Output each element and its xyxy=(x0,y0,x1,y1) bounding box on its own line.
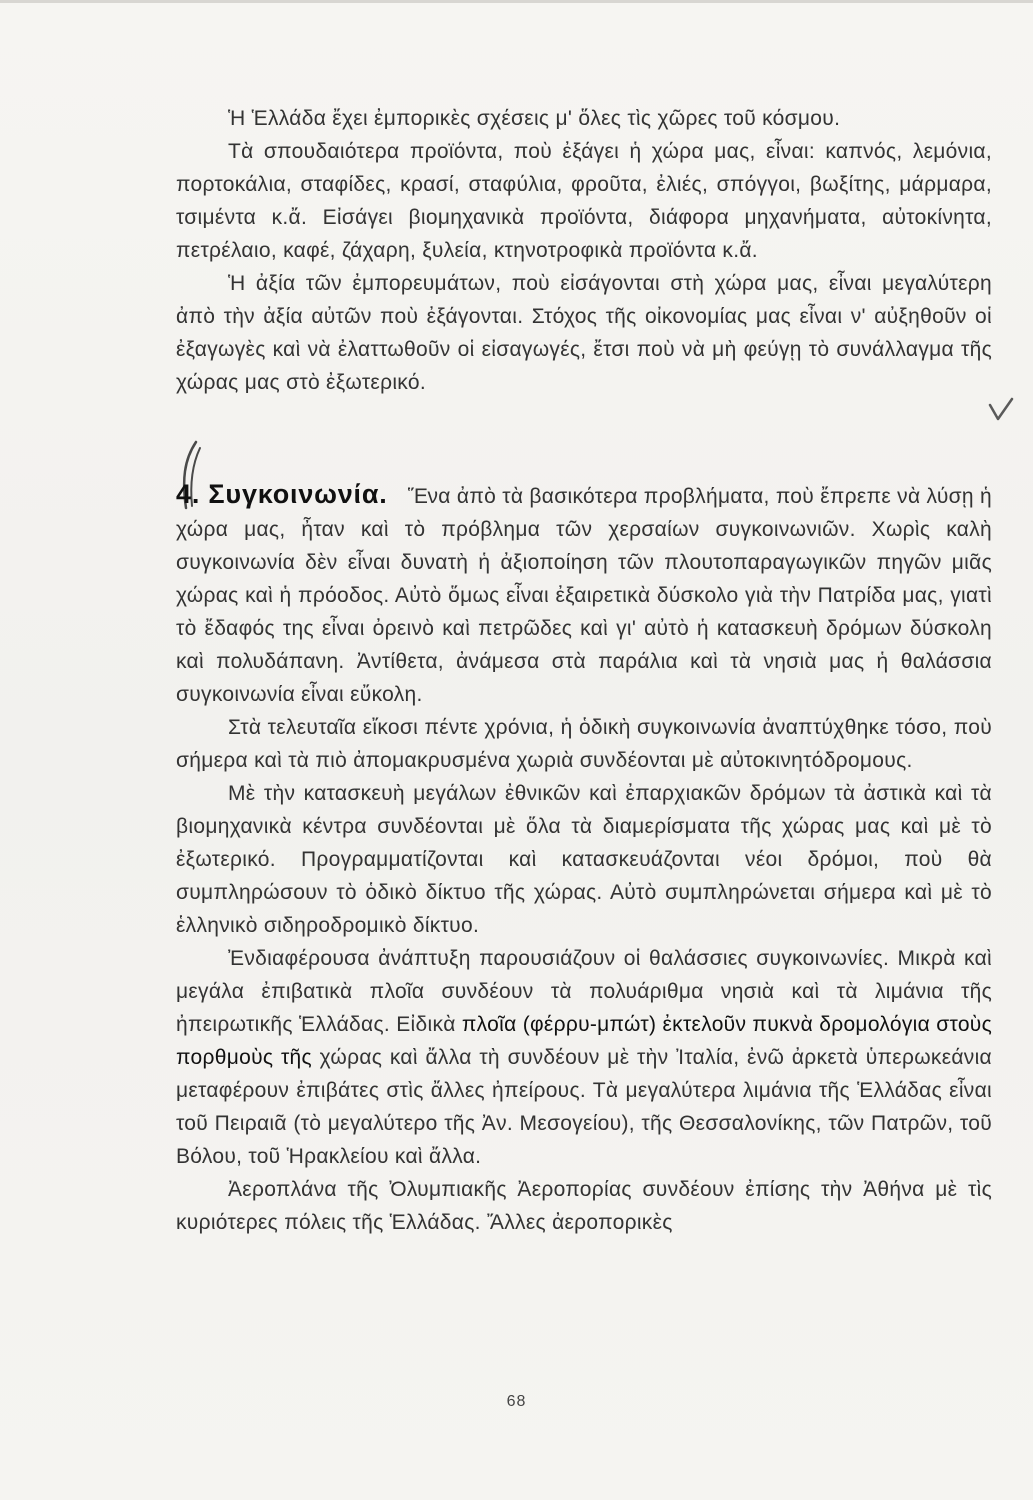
section-intro-text: Ἕνα ἀπὸ τὰ βασικότερα προβλήματα, ποὺ ἔπρεπε νὰ λύσῃ ἡ χώρα μας, ἦταν καὶ τὸ πρόβλημα τῶν χερσαίων συγκοινωνιῶν. Χωρὶς καλὴ συγκοινωνία δὲν εἶναι δυνατὴ ἡ ἀξιοποίηση τῶν πλουτοπαραγωγικῶν πηγῶν μιᾶς χώρας καὶ ἡ πρόοδος. Αὐτὸ ὅμως εἶναι ἐξαιρετικὰ δύσκολο γιὰ τὴν Πατρίδα μας, γιατὶ τὸ ἔδαφός της εἶναι ὀρεινὸ καὶ πετρῶδες καὶ γι' αὐτὸ ἡ κατασκευὴ δρόμων δύσκολη καὶ πολυδάπανη. Ἀντίθετα, ἀνάμεσα στὰ παράλια καὶ τὰ νησιὰ μας ἡ θαλάσσια συγκοινωνία εἶναι εὔκολη. xyxy=(176,485,993,706)
sea-transport-paragraph xyxy=(176,942,992,1173)
paragraph: Ἡ Ἑλλάδα ἔχει ἐμπορικὲς σχέσεις μ' ὅλες τὶς χῶρες τοῦ κόσμου. xyxy=(228,107,841,130)
handwritten-check-icon xyxy=(986,395,1016,425)
paragraph: Ἡ ἀξία τῶν ἐμπορευμάτων, ποὺ εἰσάγονται στὴ χώρα μας, εἶναι μεγαλύτερη ἀπὸ τὴν ἀξία αὐτῶν ποὺ ἐξάγονται. Στόχος τῆς οἰκονομίας μας εἶναι ν' αὐξηθοῦν οἱ ἐξαγωγὲς καὶ νὰ ἐλαττωθοῦν οἱ εἰσαγωγές, ἔτσι ποὺ νὰ μὴ φεύγῃ τὸ συνάλλαγμα τῆς χώρας μας στὸ ἐξωτερικό. xyxy=(176,272,992,394)
trade-section-text xyxy=(176,102,992,399)
paragraph: Μὲ τὴν κατασκευὴ μεγάλων ἐθνικῶν καὶ ἐπαρχιακῶν δρόμων τὰ ἀστικὰ καὶ τὰ βιομηχανικὰ κέντρα συνδέονται μὲ ὅλα τὰ διαμερίσματα τῆς χώρας μας καὶ μὲ τὸ ἐξωτερικό. Προγραμματίζονται καὶ κατασκευάζονται νέοι δρόμοι, ποὺ θὰ συμπληρώσουν τὸ ὁδικὸ δίκτυο τῆς χώρας. Αὐτὸ συμπληρώνεται σήμερα καὶ μὲ τὸ ἑλληνικὸ σιδηροδρομικὸ δίκτυο. xyxy=(176,782,992,937)
section-heading: 4. Συγκοινωνία. xyxy=(176,479,388,509)
air-transport-paragraph: Ἀεροπλάνα τῆς Ὀλυμπιακῆς Ἀεροπορίας συνδέουν ἐπίσης τὴν Ἀθήνα μὲ τὶς κυριότερες πόλεις τῆς Ἑλλάδας. Ἄλλες ἀεροπορικὲς xyxy=(176,1178,992,1234)
section-intro-paragraph xyxy=(176,478,992,711)
communication-section xyxy=(176,478,992,1239)
paragraph: Τὰ σπουδαιότερα προϊόντα, ποὺ ἐξάγει ἡ χώρα μας, εἶναι: καπνός, λεμόνια, πορτοκάλια, σταφίδες, κρασί, σταφύλια, φροῦτα, ἐλιές, σπόγγοι, βωξίτης, μάρμαρα, τσιμέντα κ.ἄ. Εἰσάγει βιομηχανικὰ προϊόντα, διάφορα μηχανήματα, αὐτοκίνητα, πετρέλαιο, καφέ, ζάχαρη, ξυλεία, κτηνοτροφικὰ προϊόντα κ.ἄ. xyxy=(176,140,992,262)
paragraph: Στὰ τελευταῖα εἴκοσι πέντε χρόνια, ἡ ὁδικὴ συγκοινωνία ἀναπτύχθηκε τόσο, ποὺ σήμερα καὶ τὰ πιὸ ἀπομακρυσμένα χωριὰ συνδέονται μὲ αὐτοκινητόδρομους. xyxy=(176,716,992,772)
sea-text-end: χώρας καὶ ἄλλα τὴ συνδέουν μὲ τὴν Ἰταλία, ἐνῶ ἀρκετὰ ὑπερωκεάνια μεταφέρουν ἐπιβάτες στὶς ἄλλες ἠπείρους. Τὰ μεγαλύτερα λιμάνια τῆς Ἑλλάδας εἶναι τοῦ Πειραιᾶ (τὸ μεγαλύτερο τῆς Ἀν. Μεσογείου), τῆς Θεσσαλονίκης, τῶν Πατρῶν, τοῦ Βόλου, τοῦ Ἡρακλείου καὶ ἄλλα. xyxy=(176,1046,993,1168)
ferry-boat-phrase: πλοῖα (φέρρυ-μπώτ) ἐκτελοῦν πυκνὰ δρομολόγια στοὺς πορθμοὺς τῆς xyxy=(176,1013,993,1069)
page-number: 68 xyxy=(506,1393,527,1410)
sea-text-start: Ἐνδιαφέρουσα ἀνάπτυξη παρουσιάζουν οἱ θαλάσσιες συγκοινωνίες. Μικρὰ καὶ μεγάλα ἐπιβατικὰ πλοῖα συνδέουν τὰ πολυάριθμα νησιὰ καὶ τὰ λιμάνια τῆς ἠπειρωτικῆς Ἑλλάδας. Εἰδικὰ xyxy=(176,947,992,1036)
page-top-edge xyxy=(0,0,1033,3)
